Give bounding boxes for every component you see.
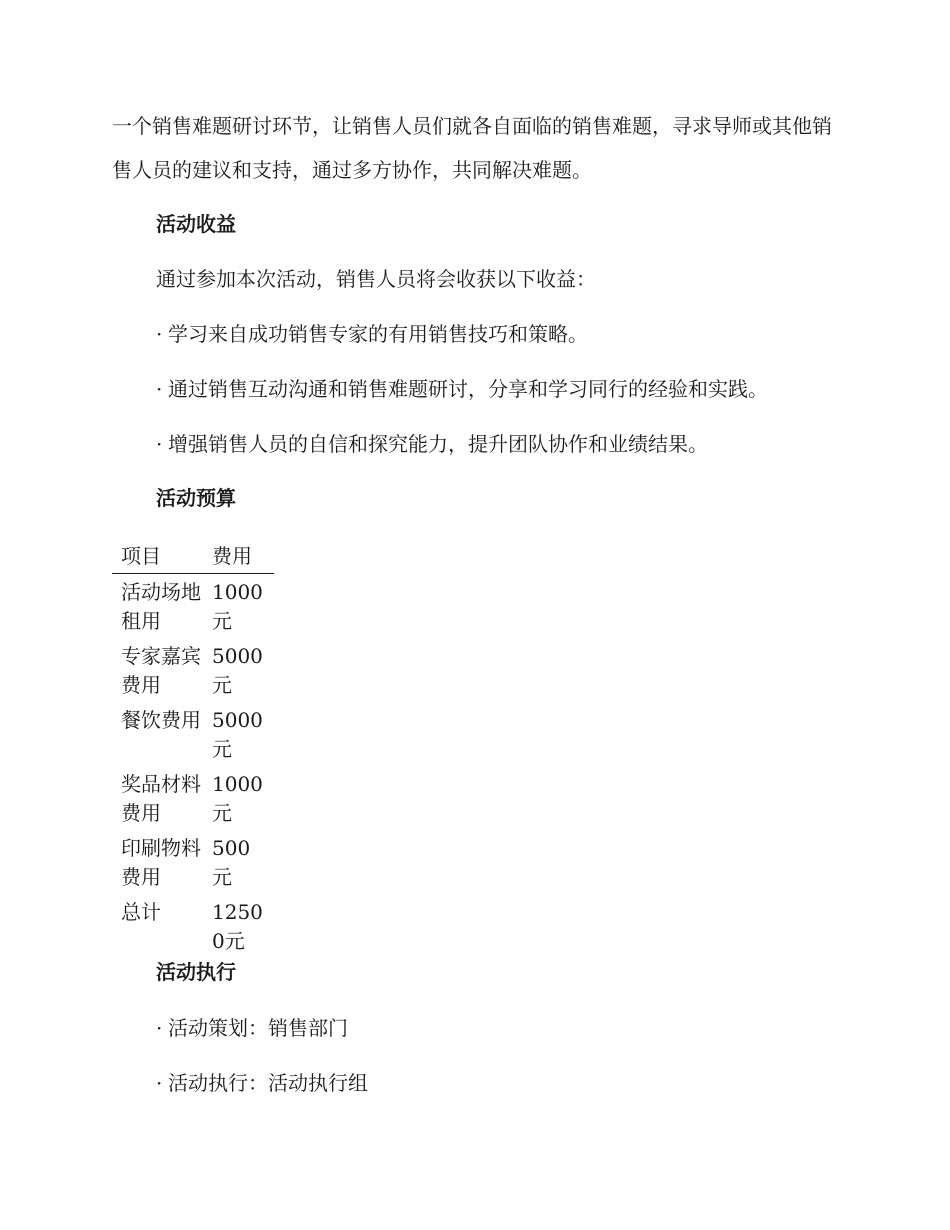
table-row [112, 638, 274, 702]
table-row [112, 766, 274, 830]
budget-cost-cell: 1000元 [212, 580, 263, 633]
budget-item-cell: 印刷物料费用 [121, 836, 201, 889]
table-row [112, 702, 274, 766]
budget-item-cell: 奖品材料费用 [121, 772, 201, 825]
budget-cost-cell: 5000元 [212, 708, 263, 761]
budget-item-cell: 餐饮费用 [121, 708, 201, 732]
benefit-bullet-item [156, 320, 588, 348]
benefit-text: 通过销售互动沟通和销售难题研讨，分享和学习同行的经验和实践。 [168, 377, 768, 401]
bullet-dot-icon: · [156, 1016, 163, 1040]
benefit-bullet-item [156, 375, 768, 403]
budget-item-cell: 专家嘉宾费用 [121, 644, 201, 697]
budget-cost-cell: 500 元 [212, 836, 251, 889]
execution-heading: 活动执行 [156, 960, 236, 984]
budget-item-cell: 总计 [121, 900, 161, 924]
execution-bullet-item [156, 1014, 348, 1042]
column-header-cost: 费用 [203, 540, 274, 574]
benefits-heading: 活动收益 [156, 212, 236, 236]
budget-cost-cell: 12500元 [212, 900, 263, 953]
budget-table [112, 540, 274, 958]
column-header-item: 项目 [112, 540, 203, 574]
benefit-bullet-item [156, 430, 708, 458]
budget-cost-cell: 1000元 [212, 772, 263, 825]
execution-text: 活动策划：销售部门 [168, 1016, 348, 1040]
bullet-dot-icon: · [156, 1071, 163, 1095]
benefits-intro: 通过参加本次活动，销售人员将会收获以下收益： [156, 267, 596, 291]
execution-bullet-item [156, 1069, 368, 1097]
bullet-dot-icon: · [156, 432, 163, 456]
table-row [112, 830, 274, 894]
bullet-dot-icon: · [156, 377, 163, 401]
budget-cost-cell: 5000元 [212, 644, 263, 697]
intro-paragraph: 一个销售难题研讨环节，让销售人员们就各自面临的销售难题，寻求导师或其他销售人员的建议和支持，通过多方协作，共同解决难题。 [112, 114, 832, 182]
table-row [112, 894, 274, 958]
execution-text: 活动执行：活动执行组 [168, 1071, 368, 1095]
benefit-text: 学习来自成功销售专家的有用销售技巧和策略。 [168, 322, 588, 346]
benefit-text: 增强销售人员的自信和探究能力，提升团队协作和业绩结果。 [168, 432, 708, 456]
budget-heading: 活动预算 [156, 486, 236, 510]
table-header-row [112, 540, 274, 574]
table-row [112, 574, 274, 639]
bullet-dot-icon: · [156, 322, 163, 346]
budget-item-cell: 活动场地租用 [121, 580, 201, 633]
